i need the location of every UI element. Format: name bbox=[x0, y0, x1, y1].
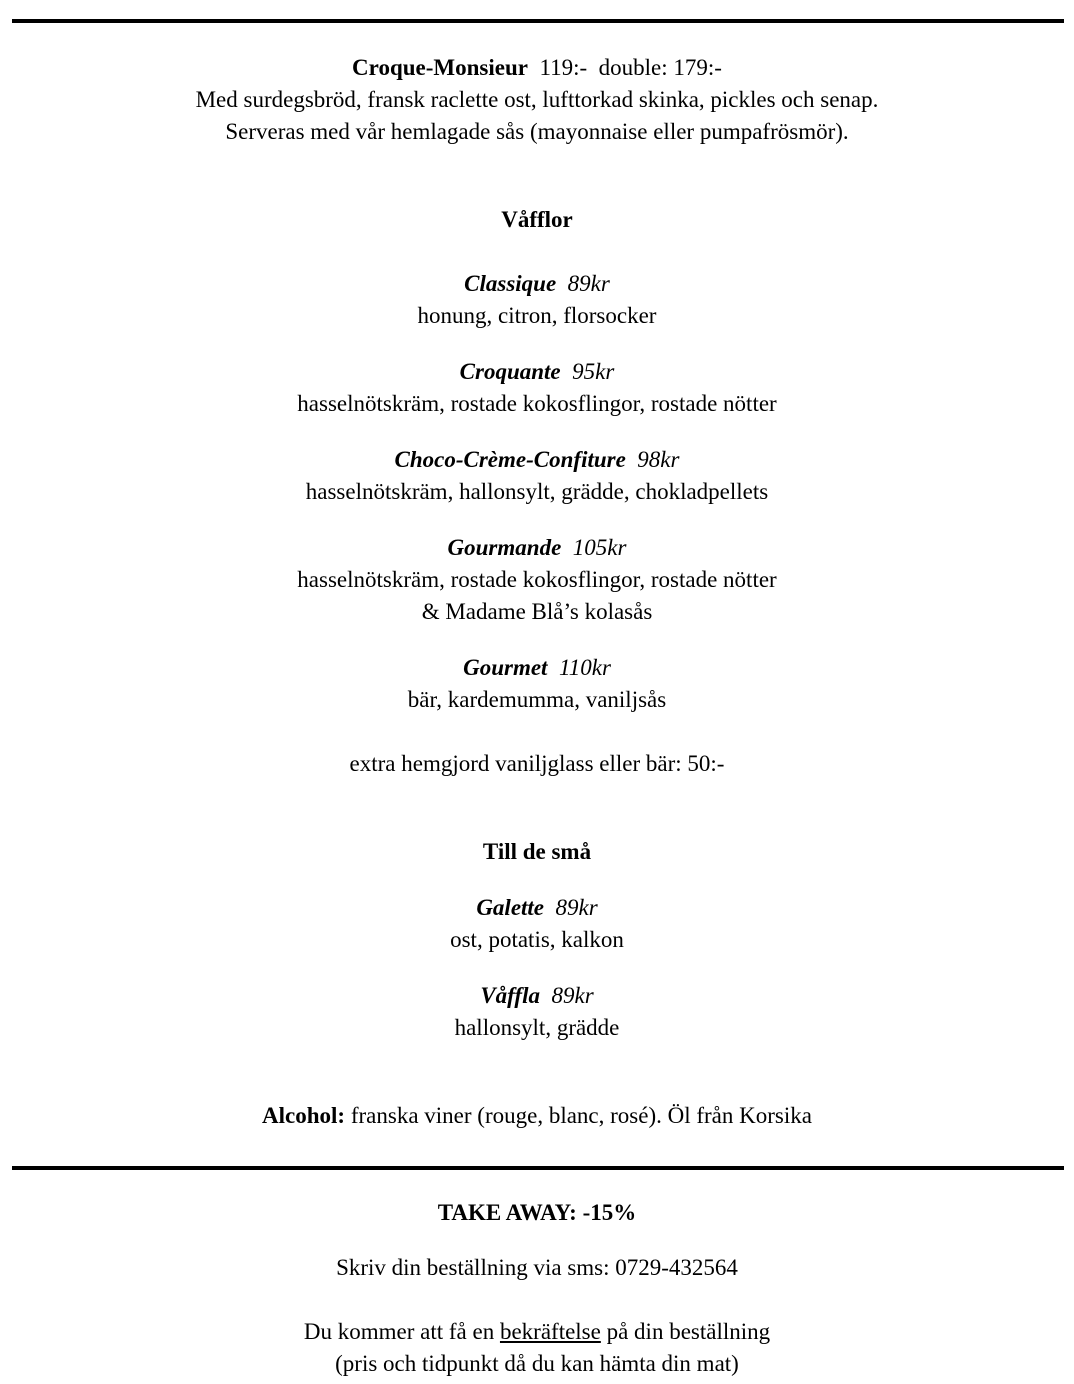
menu-item-desc-2: & Madame Blå’s kolasås bbox=[421, 599, 653, 624]
menu-item-price: 89kr bbox=[567, 271, 610, 296]
menu-item-name: Croquante bbox=[459, 359, 561, 384]
menu-item-title bbox=[0, 444, 1074, 476]
menu-item-title bbox=[0, 356, 1074, 388]
croque-price: 119:- bbox=[539, 55, 588, 80]
menu-item-price: 105kr bbox=[572, 535, 627, 560]
takeaway-sms: Skriv din beställning via sms: 0729-432564 bbox=[336, 1255, 738, 1280]
menu-item-desc: hasselnötskräm, rostade kokosflingor, rostade nötter bbox=[297, 567, 777, 592]
menu-item-desc: bär, kardemumma, vaniljsås bbox=[407, 687, 667, 712]
menu-item-name: Våffla bbox=[480, 983, 540, 1008]
menu-item-title bbox=[0, 980, 1074, 1012]
takeaway-confirm-line-2: (pris och tidpunkt då du kan hämta din mat) bbox=[335, 1351, 739, 1376]
menu-item-title bbox=[0, 892, 1074, 924]
menu-item-name: Gourmet bbox=[463, 655, 548, 680]
menu-item-name: Galette bbox=[476, 895, 545, 920]
takeaway-heading: TAKE AWAY: -15% bbox=[437, 1200, 637, 1225]
croque-desc-2: Serveras med vår hemlagade sås (mayonnaise eller pumpafrösmör). bbox=[225, 119, 849, 144]
kids-heading: Till de små bbox=[482, 839, 592, 864]
menu-item-desc: ost, potatis, kalkon bbox=[450, 927, 624, 952]
confirm-prefix: Du kommer att få en bbox=[303, 1319, 495, 1344]
menu-item-name: Gourmande bbox=[447, 535, 562, 560]
bottom-divider bbox=[12, 1166, 1064, 1170]
menu-item-desc: hasselnötskräm, hallonsylt, grädde, chokladpellets bbox=[305, 479, 769, 504]
menu-item-price: 95kr bbox=[572, 359, 615, 384]
menu-item-name: Classique bbox=[464, 271, 557, 296]
waffles-extra: extra hemgjord vaniljglass eller bär: 50:- bbox=[349, 751, 725, 776]
alcohol-line bbox=[0, 1100, 1074, 1132]
menu-item-title bbox=[0, 268, 1074, 300]
croque-title-line bbox=[0, 52, 1074, 84]
menu-item-desc: hallonsylt, grädde bbox=[454, 1015, 620, 1040]
waffles-heading: Våfflor bbox=[501, 207, 573, 232]
confirm-suffix: på din beställning bbox=[606, 1319, 771, 1344]
alcohol-label: Alcohol: bbox=[262, 1103, 346, 1128]
croque-desc-1: Med surdegsbröd, fransk raclette ost, lufttorkad skinka, pickles och senap. bbox=[195, 87, 879, 112]
top-divider bbox=[12, 19, 1064, 23]
menu-item-price: 110kr bbox=[558, 655, 611, 680]
takeaway-confirm-line bbox=[0, 1316, 1074, 1348]
alcohol-text: franska viner (rouge, blanc, rosé). Öl från Korsika bbox=[350, 1103, 812, 1128]
menu-item-name: Choco-Crème-Confiture bbox=[394, 447, 626, 472]
croque-name: Croque-Monsieur bbox=[352, 55, 528, 80]
menu-item-desc: hasselnötskräm, rostade kokosflingor, rostade nötter bbox=[297, 391, 777, 416]
menu-item-price: 89kr bbox=[555, 895, 598, 920]
menu-item-price: 98kr bbox=[637, 447, 680, 472]
menu-item-title bbox=[0, 652, 1074, 684]
menu-item-desc: honung, citron, florsocker bbox=[417, 303, 657, 328]
menu-item-title bbox=[0, 532, 1074, 564]
confirm-link[interactable]: bekräftelse bbox=[499, 1319, 601, 1344]
croque-double-price: double: 179:- bbox=[598, 55, 722, 80]
menu-item-price: 89kr bbox=[551, 983, 594, 1008]
